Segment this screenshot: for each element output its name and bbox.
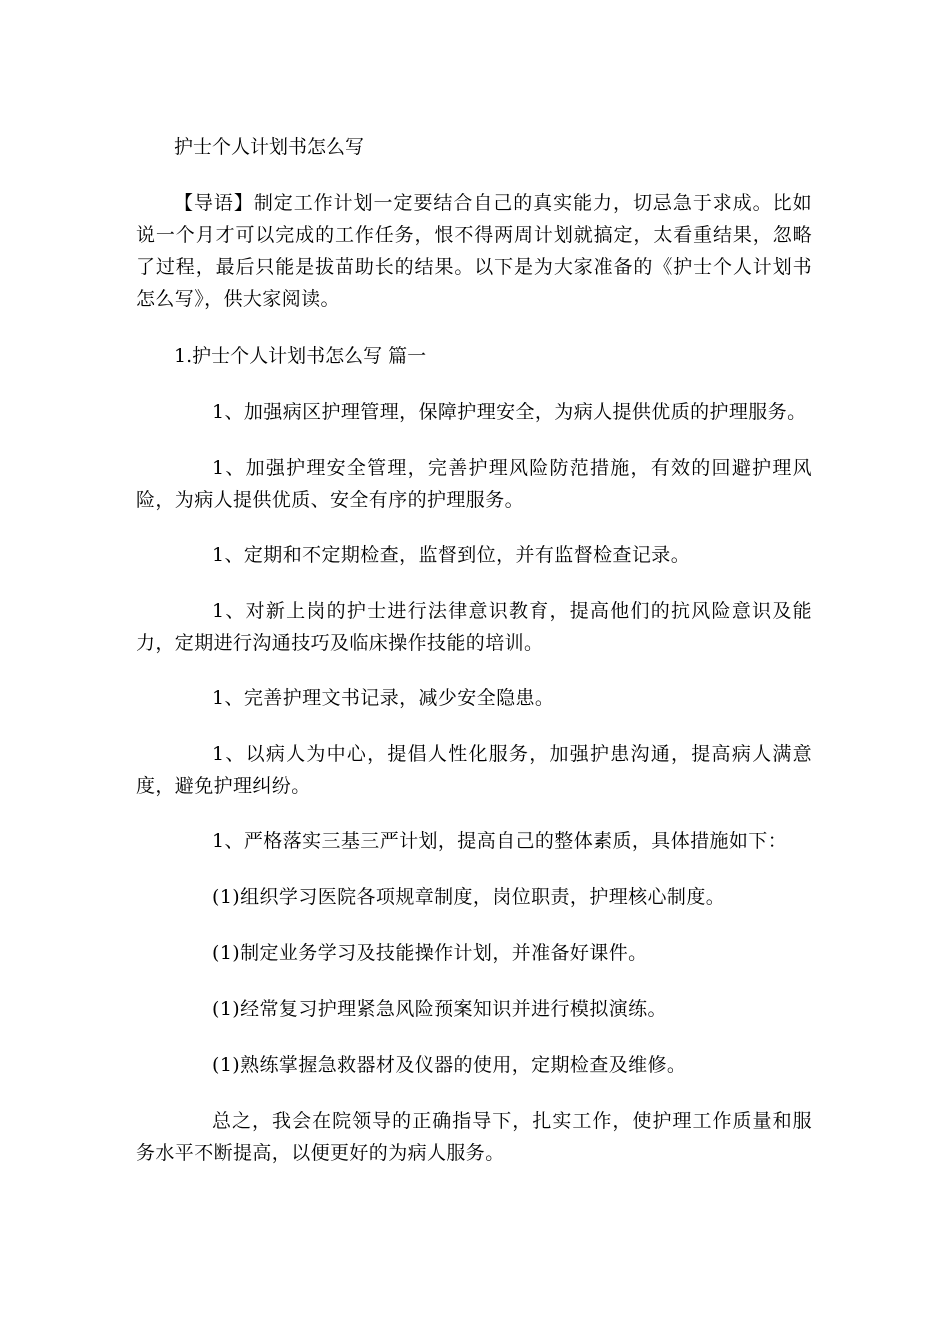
measure-item: (1)组织学习医院各项规章制度，岗位职责，护理核心制度。 (212, 886, 726, 908)
measure-item: (1)制定业务学习及技能操作计划，并准备好课件。 (212, 942, 648, 964)
plan-item: 1、对新上岗的护士进行法律意识教育，提高他们的抗风险意识及能力，定期进行沟通技巧及临床操作技能的培训。 (136, 600, 812, 654)
plan-item: 1、以病人为中心，提倡人性化服务，加强护患沟通，提高病人满意度，避免护理纠纷。 (136, 743, 812, 797)
conclusion-paragraph: 总之，我会在院领导的正确指导下，扎实工作，使护理工作质量和服务水平不断提高，以便更好的为病人服务。 (136, 1110, 812, 1164)
plan-item: 1、加强护理安全管理，完善护理风险防范措施，有效的回避护理风险，为病人提供优质、安全有序的护理服务。 (136, 457, 812, 511)
section-heading: 1.护士个人计划书怎么写 篇一 (174, 345, 427, 367)
measure-item: (1)经常复习护理紧急风险预案知识并进行模拟演练。 (212, 998, 667, 1020)
plan-item: 1、加强病区护理管理，保障护理安全，为病人提供优质的护理服务。 (212, 401, 807, 423)
document-title: 护士个人计划书怎么写 (174, 136, 365, 158)
intro-paragraph: 【导语】制定工作计划一定要结合自己的真实能力，切忌急于求成。比如说一个月才可以完成的工作任务，恨不得两周计划就搞定，太看重结果，忽略了过程，最后只能是拔苗助长的结果。以下是为大家准备的《护士个人计划书怎么写》，供大家阅读。 (136, 192, 812, 310)
plan-item: 1、完善护理文书记录，减少安全隐患。 (212, 687, 555, 709)
plan-item: 1、严格落实三基三严计划，提高自己的整体素质，具体措施如下： (212, 830, 788, 852)
measure-item: (1)熟练掌握急救器材及仪器的使用，定期检查及维修。 (212, 1054, 687, 1076)
plan-item: 1、定期和不定期检查，监督到位，并有监督检查记录。 (212, 544, 691, 566)
